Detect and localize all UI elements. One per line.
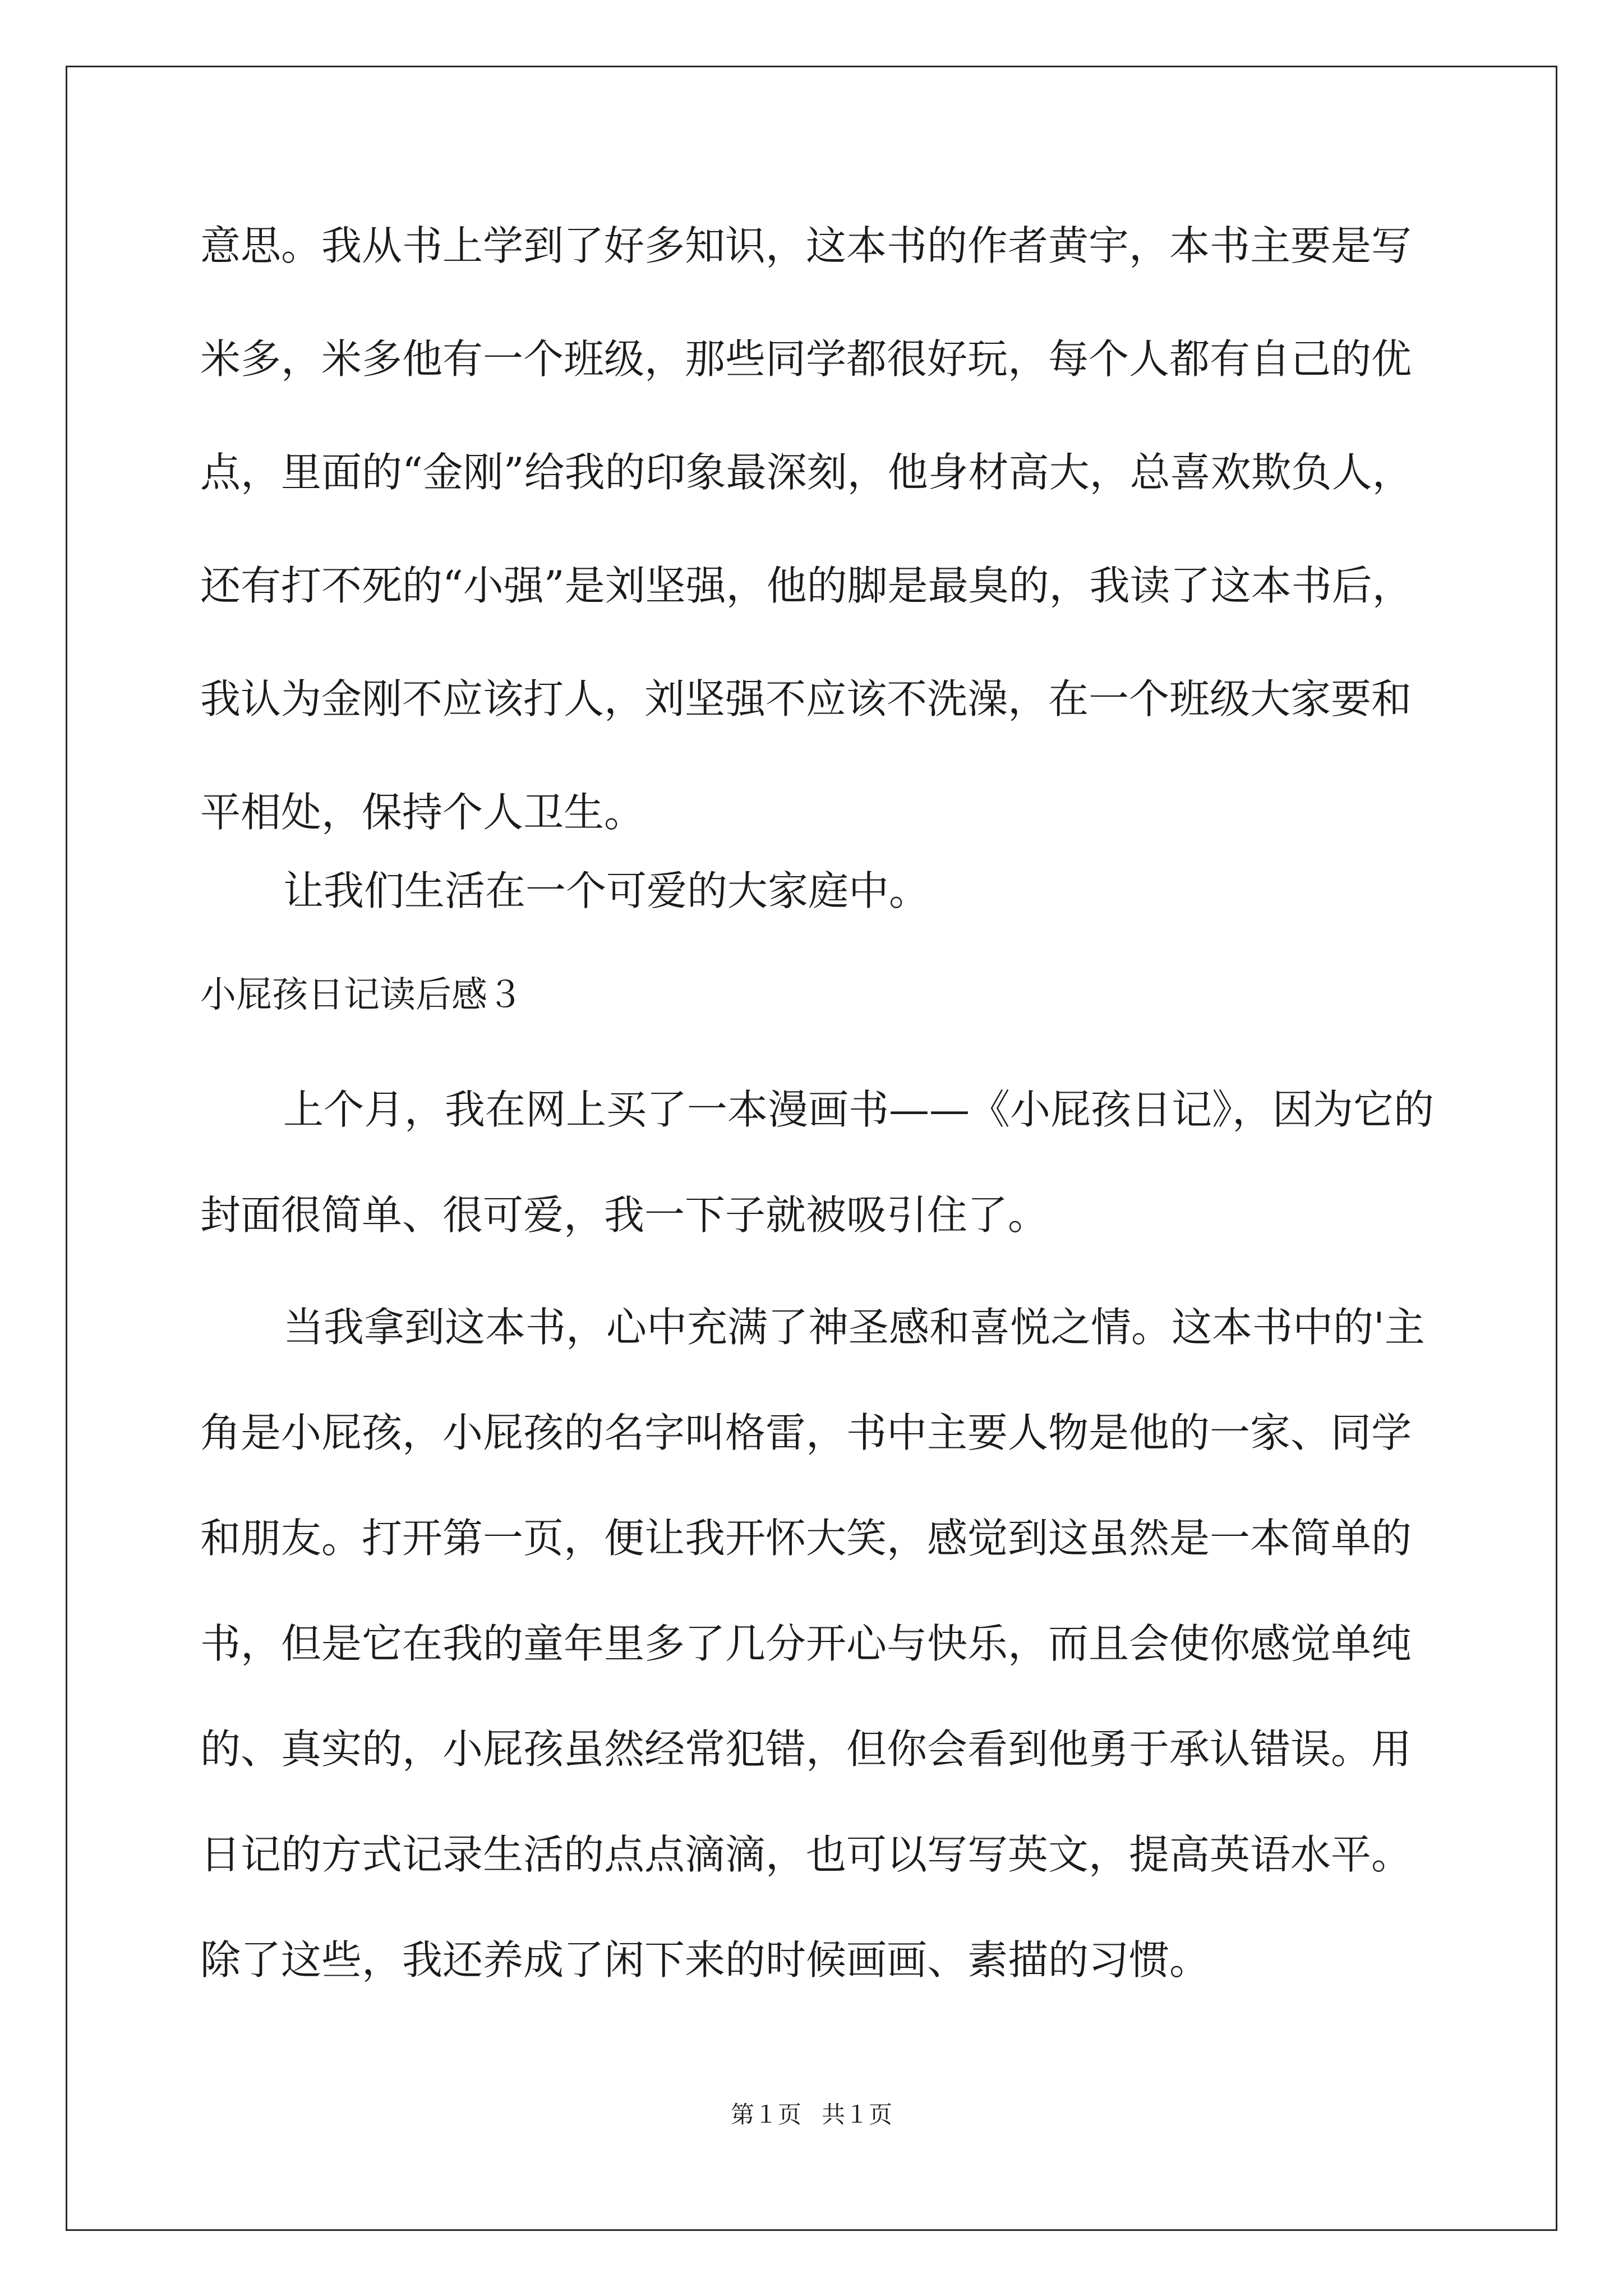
page-border (66, 66, 1557, 2231)
paragraph-line: 点，里面的“金刚”给我的印象最深刻，他身材高大，总喜欢欺负人， (200, 449, 1413, 496)
paragraph-line: 除了这些，我还养成了闲下来的时候画画、素描的习惯。 (200, 1936, 1210, 1984)
page-number: 第１页 (730, 2101, 801, 2128)
page-footer (0, 2098, 1623, 2132)
paragraph-line: 我认为金刚不应该打人，刘坚强不应该不洗澡，在一个班级大家要和 (200, 675, 1412, 723)
paragraph-line: 平相处，保持个人卫生。 (200, 789, 645, 836)
paragraph-line: 角是小屁孩，小屁孩的名字叫格雷，书中主要人物是他的一家、同学 (200, 1409, 1412, 1456)
paragraph-line: 米多，米多他有一个班级，那些同学都很好玩，每个人都有自己的优 (200, 335, 1412, 383)
paragraph-line: 意思。我从书上学到了好多知识，这本书的作者黄宇，本书主要是写 (200, 222, 1412, 269)
paragraph-line: 封面很简单、很可爱，我一下子就被吸引住了。 (200, 1191, 1049, 1239)
paragraph-line: 书，但是它在我的童年里多了几分开心与快乐，而且会使你感觉单纯 (200, 1620, 1412, 1667)
paragraph-line: 和朋友。打开第一页，便让我开怀大笑，感觉到这虽然是一本简单的 (200, 1515, 1412, 1562)
paragraph-line: 日记的方式记录生活的点点滴滴，也可以写写英文，提高英语水平。 (200, 1831, 1412, 1878)
paragraph-line: 还有打不死的“小强”是刘坚强，他的脚是最臭的，我读了这本书后， (200, 562, 1413, 609)
paragraph-line: 当我拿到这本书，心中充满了神圣感和喜悦之情。这本书中的'主 (283, 1304, 1425, 1351)
paragraph-line: 让我们生活在一个可爱的大家庭中。 (283, 867, 930, 914)
paragraph-line: 的、真实的，小屁孩虽然经常犯错，但你会看到他勇于承认错误。用 (200, 1726, 1412, 1773)
paragraph-line: 上个月，我在网上买了一本漫画书——《小屁孩日记》，因为它的 (283, 1086, 1435, 1133)
page-total: 共１页 (822, 2101, 893, 2128)
section-heading: 小屁孩日记读后感３ (200, 974, 523, 1016)
